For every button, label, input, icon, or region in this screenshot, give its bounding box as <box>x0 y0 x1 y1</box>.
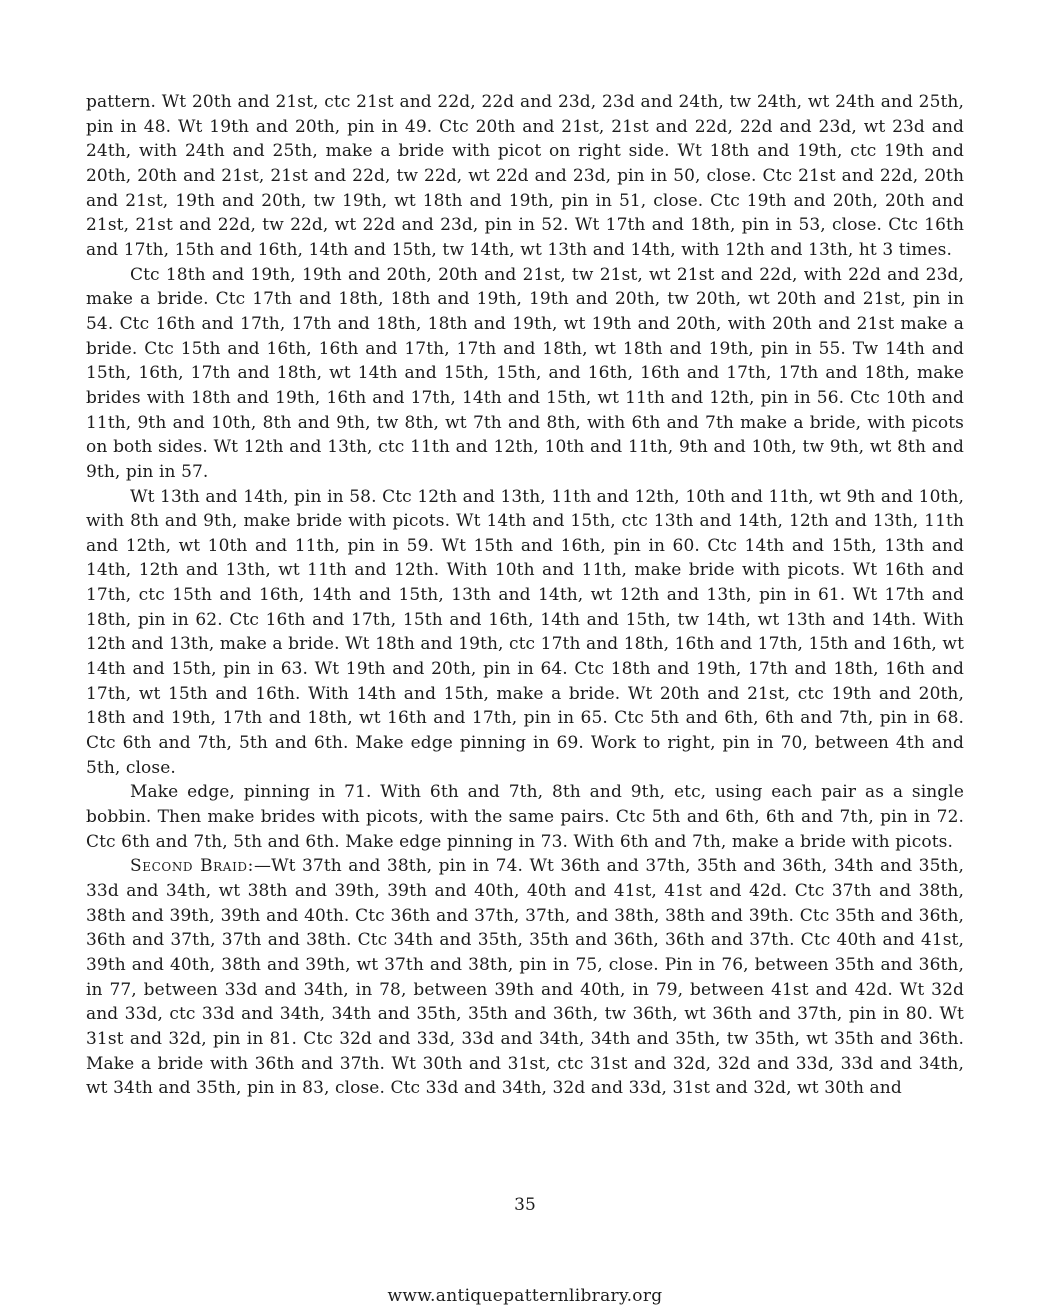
footer-url: www.antiquepatternlibrary.org <box>387 1286 663 1306</box>
page-number: 35 <box>514 1195 536 1215</box>
paragraph-5 <box>86 854 964 1101</box>
paragraph-4: Make edge, pinning in 71. With 6th and 7th, 8th and 9th, etc, using each pair as a single bobbin. Then make brides with picots, with the same pairs. Ctc 5th and 6th, 6th and 7th, pin in 72. Ctc 6th and 7th, 5th and 6th. Make edge pinning in 73. With 6th and 7th, make a bride with picots. <box>86 782 964 852</box>
section-heading-second-braid: Second Braid: <box>130 856 254 877</box>
paragraph-1: pattern. Wt 20th and 21st, ctc 21st and 22d, 22d and 23d, 23d and 24th, tw 24th, wt 24th and 25th, pin in 48. Wt 19th and 20th, pin in 49. Ctc 20th and 21st, 21st and 22d, 22d and 23d, wt 23d and 24th, with 24th and 25th, make a bride with picot on right side. Wt 18th and 19th, ctc 19th and 20th, 20th and 21st, 21st and 22d, tw 22d, wt 22d and 23d, pin in 50, close. Ctc 21st and 22d, 20th and 21st, 19th and 20th, tw 19th, wt 18th and 19th, pin in 51, close. Ctc 19th and 20th, 20th and 21st, 21st and 22d, tw 22d, wt 22d and 23d, pin in 52. Wt 17th and 18th, pin in 53, close. Ctc 16th and 17th, 15th and 16th, 14th and 15th, tw 14th, wt 13th and 14th, with 12th and 13th, ht 3 times. <box>86 92 964 260</box>
paragraph-5-text: —Wt 37th and 38th, pin in 74. Wt 36th and 37th, 35th and 36th, 34th and 35th, 33d and 34th, wt 38th and 39th, 39th and 40th, 40th and 41st, 41st and 42d. Ctc 37th and 38th, 38th and 39th, 39th and 40th. Ctc 36th and 37th, 37th, and 38th, 38th and 39th. Ctc 35th and 36th, 36th and 37th, 37th and 38th. Ctc 34th and 35th, 35th and 36th, 36th and 37th. Ctc 40th and 41st, 39th and 40th, 38th and 39th, wt 37th and 38th, pin in 75, close. Pin in 76, between 35th and 36th, in 77, between 33d and 34th, in 78, between 39th and 40th, in 79, between 41st and 42d. Wt 32d and 33d, ctc 33d and 34th, 34th and 35th, 35th and 36th, tw 36th, wt 36th and 37th, pin in 80. Wt 31st and 32d, pin in 81. Ctc 32d and 33d, 33d and 34th, 34th and 35th, tw 35th, wt 35th and 36th. Make a bride with 36th and 37th. Wt 30th and 31st, ctc 31st and 32d, 32d and 33d, 33d and 34th, wt 34th and 35th, pin in 83, close. Ctc 33d and 34th, 32d and 33d, 31st and 32d, wt 30th and <box>86 856 964 1099</box>
paragraph-2: Ctc 18th and 19th, 19th and 20th, 20th and 21st, tw 21st, wt 21st and 22d, with 22d and 23d, make a bride. Ctc 17th and 18th, 18th and 19th, 19th and 20th, tw 20th, wt 20th and 21st, pin in 54. Ctc 16th and 17th, 17th and 18th, 18th and 19th, wt 19th and 20th, with 20th and 21st make a bride. Ctc 15th and 16th, 16th and 17th, 17th and 18th, wt 18th and 19th, pin in 55. Tw 14th and 15th, 16th, 17th and 18th, wt 14th and 15th, 15th, and 16th, 16th and 17th, 17th and 18th, make brides with 18th and 19th, 16th and 17th, 14th and 15th, wt 11th and 12th, pin in 56. Ctc 10th and 11th, 9th and 10th, 8th and 9th, tw 8th, wt 7th and 8th, with 6th and 7th make a bride, with picots on both sides. Wt 12th and 13th, ctc 11th and 12th, 10th and 11th, 9th and 10th, tw 9th, wt 8th and 9th, pin in 57. <box>86 264 964 482</box>
body-text <box>86 90 964 1101</box>
paragraph-3: Wt 13th and 14th, pin in 58. Ctc 12th and 13th, 11th and 12th, 10th and 11th, wt 9th and 10th, with 8th and 9th, make bride with picots. Wt 14th and 15th, ctc 13th and 14th, 12th and 13th, 11th and 12th, wt 10th and 11th, pin in 59. Wt 15th and 16th, pin in 60. Ctc 14th and 15th, 13th and 14th, 12th and 13th, wt 11th and 12th. With 10th and 11th, make bride with picots. Wt 16th and 17th, ctc 15th and 16th, 14th and 15th, 13th and 14th, wt 12th and 13th, pin in 61. Wt 17th and 18th, pin in 62. Ctc 16th and 17th, 15th and 16th, 14th and 15th, tw 14th, wt 13th and 14th. With 12th and 13th, make a bride. Wt 18th and 19th, ctc 17th and 18th, 16th and 17th, 15th and 16th, wt 14th and 15th, pin in 63. Wt 19th and 20th, pin in 64. Ctc 18th and 19th, 17th and 18th, 16th and 17th, wt 15th and 16th. With 14th and 15th, make a bride. Wt 20th and 21st, ctc 19th and 20th, 18th and 19th, 17th and 18th, wt 16th and 17th, pin in 65. Ctc 5th and 6th, 6th and 7th, pin in 68. Ctc 6th and 7th, 5th and 6th. Make edge pinning in 69. Work to right, pin in 70, between 4th and 5th, close. <box>86 486 964 778</box>
